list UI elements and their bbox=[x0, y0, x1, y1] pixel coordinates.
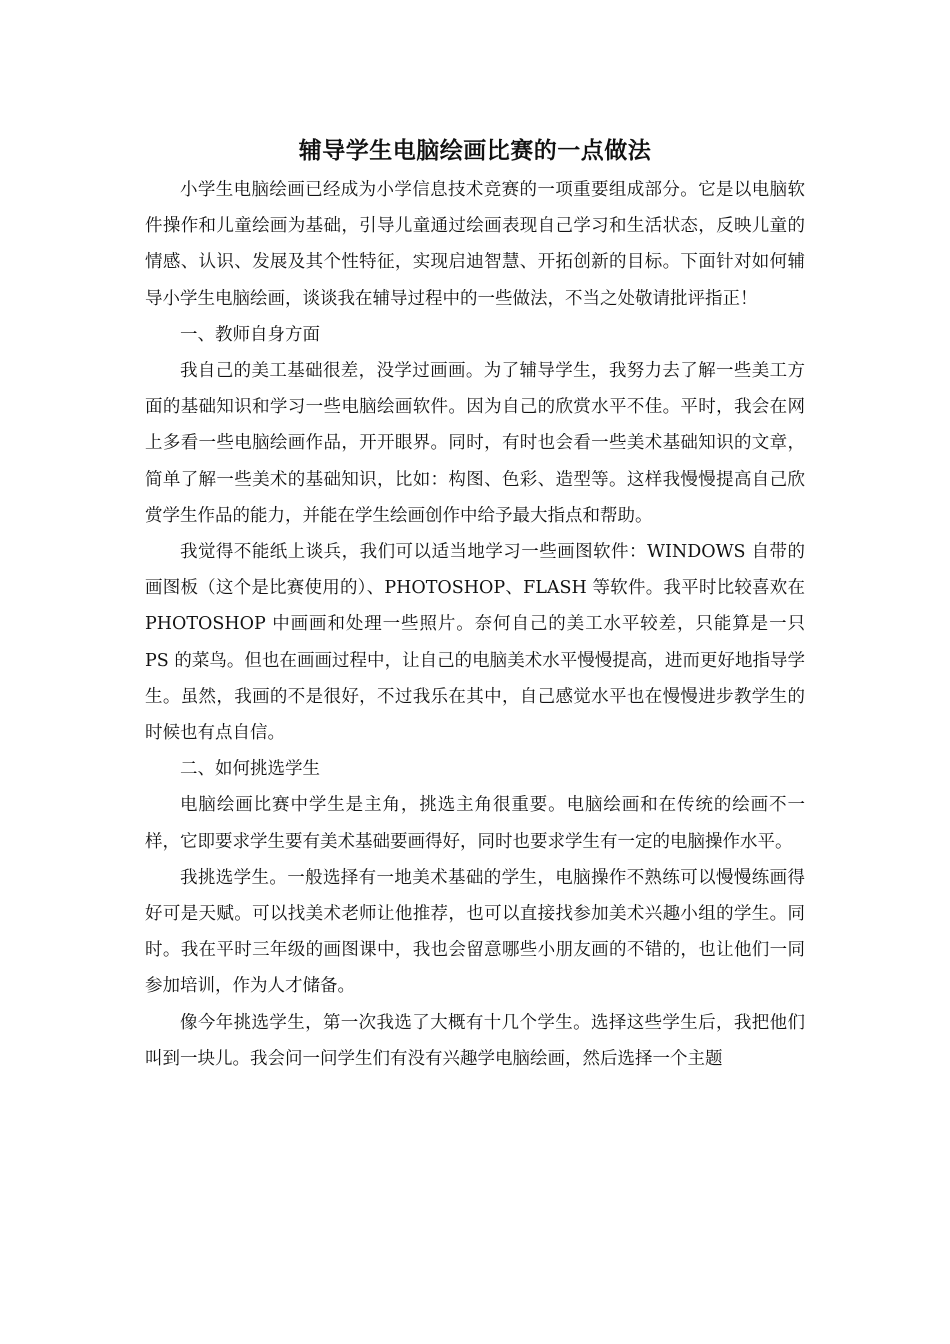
section1-paragraph-1: 我自己的美工基础很差，没学过画画。为了辅导学生，我努力去了解一些美工方面的基础知识和学习一些电脑绘画软件。因为自己的欣赏水平不佳。平时，我会在网上多看一些电脑绘画作品，开开眼界。同时，有时也会看一些美术基础知识的文章，简单了解一些美术的基础知识，比如：构图、色彩、造型等。这样我慢慢提高自己欣赏学生作品的能力，并能在学生绘画创作中给予最大指点和帮助。 bbox=[145, 361, 805, 526]
section2-paragraph-2: 我挑选学生。一般选择有一地美术基础的学生，电脑操作不熟练可以慢慢练画得好可是天赋。可以找美术老师让他推荐，也可以直接找参加美术兴趣小组的学生。同时。我在平时三年级的画图课中，我也会留意哪些小朋友画的不错的，也让他们一同参加培训，作为人才储备。 bbox=[145, 867, 805, 997]
intro-paragraph: 小学生电脑绘画已经成为小学信息技术竞赛的一项重要组成部分。它是以电脑软件操作和儿童绘画为基础，引导儿童通过绘画表现自己学习和生活状态，反映儿童的情感、认识、发展及其个性特征，实现启迪智慧、开拓创新的目标。下面针对如何辅导小学生电脑绘画，谈谈我在辅导过程中的一些做法，不当之处敬请批评指正！ bbox=[145, 180, 805, 309]
section1-paragraph-2: 我觉得不能纸上谈兵，我们可以适当地学习一些画图软件：WINDOWS 自带的画图板（这个是比赛使用的）、PHOTOSHOP、FLASH 等软件。我平时比较喜欢在 PHOTOSHOP 中画画和处理一些照片。奈何自己的美工水平较差，只能算是一只 PS 的菜鸟。但也在画画过程中，让自己的电脑美术水平慢慢提高，进而更好地指导学生。虽然，我画的不是很好，不过我乐在其中，自己感觉水平也在慢慢进步教学生的时候也有点自信。 bbox=[145, 542, 805, 744]
document-page bbox=[145, 130, 805, 1077]
section2-paragraph-3: 像今年挑选学生，第一次我选了大概有十几个学生。选择这些学生后，我把他们叫到一块儿。我会问一问学生们有没有兴趣学电脑绘画，然后选择一个主题 bbox=[145, 1012, 805, 1069]
section-heading-teacher: 一、教师自身方面 bbox=[180, 324, 320, 345]
section2-paragraph-1: 电脑绘画比赛中学生是主角，挑选主角很重要。电脑绘画和在传统的绘画不一样，它即要求学生要有美术基础要画得好，同时也要求学生有一定的电脑操作水平。 bbox=[145, 795, 805, 852]
document-title: 辅导学生电脑绘画比赛的一点做法 bbox=[298, 137, 652, 164]
section-heading-select-students: 二、如何挑选学生 bbox=[180, 759, 320, 780]
